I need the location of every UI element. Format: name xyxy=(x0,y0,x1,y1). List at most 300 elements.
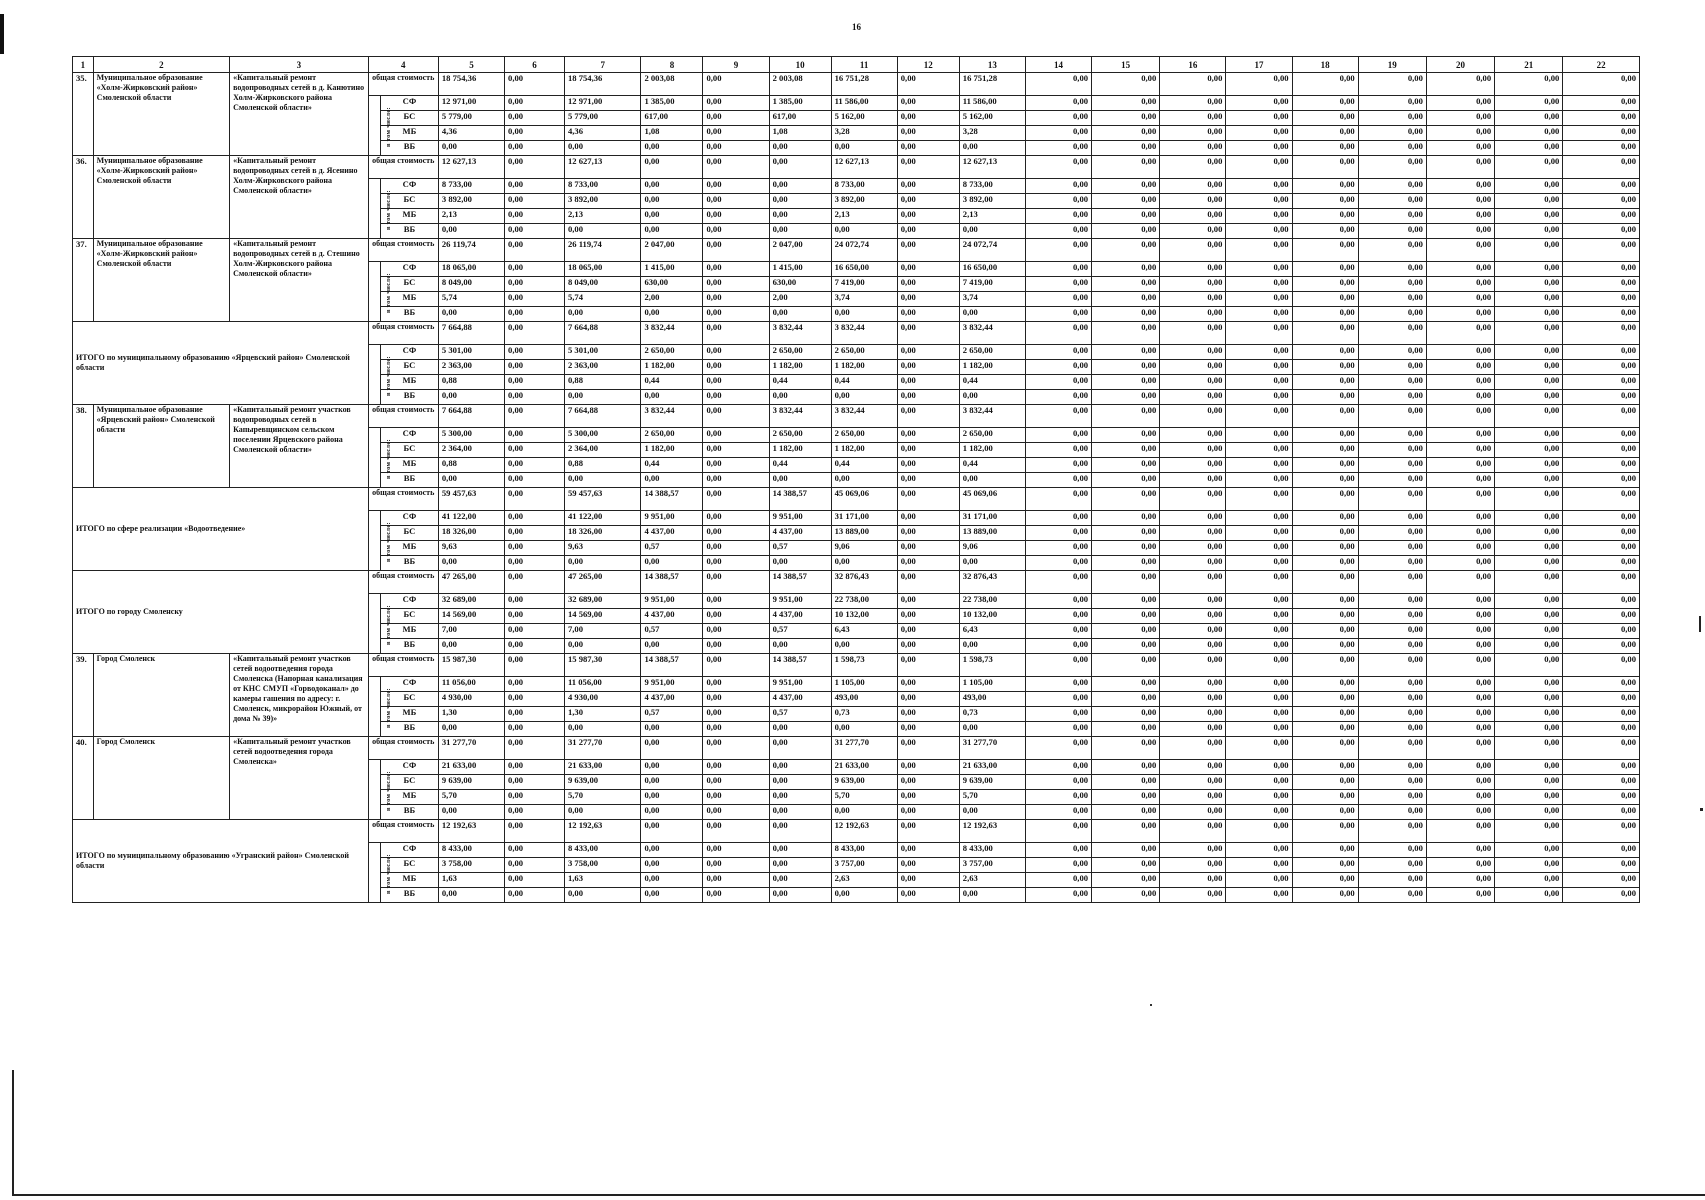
left-edge-mark xyxy=(0,14,4,54)
value-cell: 0,00 xyxy=(1292,428,1358,443)
value-cell: 2,13 xyxy=(959,209,1025,224)
value-cell: 0,00 xyxy=(1426,141,1494,156)
value-cell: 0,00 xyxy=(1358,126,1426,141)
funding-source-cell: МБ xyxy=(381,292,439,307)
value-cell: 0,00 xyxy=(703,722,769,737)
funding-source-cell: БС xyxy=(381,775,439,790)
value-cell: 0,88 xyxy=(438,458,504,473)
value-cell: 0,00 xyxy=(1426,292,1494,307)
value-cell: 7,00 xyxy=(564,624,640,639)
value-cell: 0,00 xyxy=(1426,96,1494,111)
value-cell: 0,00 xyxy=(1358,390,1426,405)
value-cell: 0,00 xyxy=(505,156,565,179)
value-cell: 1 598,73 xyxy=(959,654,1025,677)
value-cell: 0,00 xyxy=(1092,458,1160,473)
value-cell: 0,00 xyxy=(1495,677,1563,692)
value-cell: 0,00 xyxy=(1160,888,1226,903)
municipality-cell: Муниципальное образование «Ярцевский район» Смоленской области xyxy=(93,405,229,488)
value-cell: 0,00 xyxy=(1563,73,1640,96)
value-cell: 11 586,00 xyxy=(959,96,1025,111)
value-cell: 0,00 xyxy=(1358,805,1426,820)
value-cell: 0,00 xyxy=(1495,888,1563,903)
value-cell: 0,00 xyxy=(897,322,959,345)
value-cell: 0,00 xyxy=(505,473,565,488)
value-cell: 0,00 xyxy=(641,556,703,571)
value-cell: 2 650,00 xyxy=(831,428,897,443)
value-cell: 0,00 xyxy=(1358,677,1426,692)
value-cell: 0,00 xyxy=(1025,73,1091,96)
value-cell: 0,00 xyxy=(1226,73,1292,96)
value-cell: 0,00 xyxy=(1358,179,1426,194)
value-cell: 2,13 xyxy=(831,209,897,224)
value-cell: 0,00 xyxy=(641,775,703,790)
value-cell: 0,00 xyxy=(1226,126,1292,141)
value-cell: 0,00 xyxy=(1025,624,1091,639)
value-cell: 0,00 xyxy=(1160,277,1226,292)
value-cell: 0,00 xyxy=(1025,677,1091,692)
column-number-header: 19 xyxy=(1358,57,1426,73)
value-cell: 16 751,28 xyxy=(959,73,1025,96)
value-cell: 0,00 xyxy=(897,277,959,292)
value-cell: 0,00 xyxy=(897,571,959,594)
value-cell: 0,00 xyxy=(1292,805,1358,820)
value-cell: 0,00 xyxy=(438,639,504,654)
value-cell: 0,44 xyxy=(769,375,831,390)
value-cell: 1,63 xyxy=(564,873,640,888)
value-cell: 0,00 xyxy=(1426,556,1494,571)
value-cell: 0,00 xyxy=(1092,292,1160,307)
table-row xyxy=(73,654,1640,677)
project-cell: «Капитальный ремонт водопроводных сетей в д. Ясенино Холм-Жирковского района Смоленской области» xyxy=(230,156,369,239)
value-cell: 0,00 xyxy=(703,805,769,820)
value-cell: 0,00 xyxy=(1495,526,1563,541)
value-cell: 0,00 xyxy=(703,179,769,194)
municipality-cell: Город Смоленск xyxy=(93,654,229,737)
value-cell: 0,00 xyxy=(1495,790,1563,805)
value-cell: 0,00 xyxy=(959,805,1025,820)
value-cell: 0,00 xyxy=(1226,624,1292,639)
value-cell: 0,00 xyxy=(959,556,1025,571)
value-cell: 3 832,44 xyxy=(831,405,897,428)
value-cell: 0,00 xyxy=(505,692,565,707)
value-cell: 5,74 xyxy=(438,292,504,307)
municipality-cell: Муниципальное образование «Холм-Жирковский район» Смоленской области xyxy=(93,239,229,322)
value-cell: 0,00 xyxy=(1358,428,1426,443)
value-cell: 0,00 xyxy=(1495,820,1563,843)
value-cell: 0,00 xyxy=(1358,375,1426,390)
scan-speck xyxy=(1150,1004,1152,1006)
value-cell: 0,00 xyxy=(1495,760,1563,775)
funding-source-cell: СФ xyxy=(381,179,439,194)
value-cell: 0,00 xyxy=(703,96,769,111)
value-cell: 0,00 xyxy=(1025,194,1091,209)
value-cell: 11 056,00 xyxy=(564,677,640,692)
value-cell: 0,00 xyxy=(1025,126,1091,141)
value-cell: 22 738,00 xyxy=(959,594,1025,609)
value-cell: 0,00 xyxy=(1358,73,1426,96)
value-cell: 0,00 xyxy=(831,639,897,654)
value-cell: 0,00 xyxy=(1358,458,1426,473)
value-cell: 1,30 xyxy=(438,707,504,722)
in-total-label-text: в том числе: xyxy=(384,687,392,728)
value-cell: 0,00 xyxy=(1292,820,1358,843)
value-cell: 0,00 xyxy=(703,194,769,209)
value-cell: 0,00 xyxy=(703,322,769,345)
value-cell: 0,00 xyxy=(897,458,959,473)
value-cell: 3 832,44 xyxy=(959,405,1025,428)
value-cell: 2 364,00 xyxy=(564,443,640,458)
value-cell: 0,00 xyxy=(897,820,959,843)
value-cell: 12 627,13 xyxy=(831,156,897,179)
value-cell: 0,00 xyxy=(1092,126,1160,141)
funding-source-cell: БС xyxy=(381,111,439,126)
table-row xyxy=(73,239,1640,262)
value-cell: 0,00 xyxy=(505,126,565,141)
value-cell: 0,00 xyxy=(1092,571,1160,594)
value-cell: 0,00 xyxy=(703,775,769,790)
value-cell: 0,00 xyxy=(1426,443,1494,458)
value-cell: 0,00 xyxy=(564,639,640,654)
value-cell: 0,00 xyxy=(1426,843,1494,858)
value-cell: 12 192,63 xyxy=(959,820,1025,843)
value-cell: 0,00 xyxy=(1292,571,1358,594)
value-cell: 0,00 xyxy=(1092,526,1160,541)
value-cell: 0,57 xyxy=(769,707,831,722)
column-number-header: 16 xyxy=(1160,57,1226,73)
value-cell: 0,00 xyxy=(1495,707,1563,722)
value-cell: 0,00 xyxy=(641,307,703,322)
value-cell: 0,00 xyxy=(1226,722,1292,737)
value-cell: 0,00 xyxy=(1292,209,1358,224)
value-cell: 0,00 xyxy=(703,843,769,858)
value-cell: 0,00 xyxy=(1025,707,1091,722)
value-cell: 9 951,00 xyxy=(769,677,831,692)
value-cell: 0,00 xyxy=(1358,473,1426,488)
funding-source-cell: ВБ xyxy=(381,722,439,737)
value-cell: 3 757,00 xyxy=(959,858,1025,873)
value-cell: 0,00 xyxy=(1563,375,1640,390)
value-cell: 1 182,00 xyxy=(959,360,1025,375)
value-cell: 0,00 xyxy=(1563,224,1640,239)
value-cell: 7 664,88 xyxy=(438,322,504,345)
value-cell: 15 987,30 xyxy=(438,654,504,677)
value-cell: 1 182,00 xyxy=(641,360,703,375)
cost-type-cell: общая стоимость xyxy=(368,73,438,96)
funding-source-cell: МБ xyxy=(381,873,439,888)
value-cell: 0,00 xyxy=(1160,375,1226,390)
value-cell: 0,00 xyxy=(1495,541,1563,556)
value-cell: 0,00 xyxy=(897,722,959,737)
value-cell: 1 415,00 xyxy=(641,262,703,277)
value-cell: 5 162,00 xyxy=(959,111,1025,126)
value-cell: 0,00 xyxy=(1025,722,1091,737)
value-cell: 0,00 xyxy=(1226,179,1292,194)
value-cell: 0,00 xyxy=(1226,873,1292,888)
value-cell: 5,70 xyxy=(831,790,897,805)
value-cell: 0,00 xyxy=(1563,594,1640,609)
value-cell: 0,00 xyxy=(1495,624,1563,639)
value-cell: 0,00 xyxy=(505,141,565,156)
value-cell: 0,00 xyxy=(769,805,831,820)
value-cell: 0,00 xyxy=(1226,473,1292,488)
value-cell: 0,00 xyxy=(505,345,565,360)
value-cell: 0,00 xyxy=(1092,194,1160,209)
column-number-header: 7 xyxy=(564,57,640,73)
value-cell: 0,00 xyxy=(1025,775,1091,790)
value-cell: 0,00 xyxy=(703,820,769,843)
value-cell: 1 182,00 xyxy=(641,443,703,458)
value-cell: 14 388,57 xyxy=(769,654,831,677)
value-cell: 0,00 xyxy=(641,858,703,873)
value-cell: 0,00 xyxy=(505,262,565,277)
funding-source-cell: БС xyxy=(381,692,439,707)
value-cell: 0,00 xyxy=(1563,541,1640,556)
funding-source-cell: БС xyxy=(381,194,439,209)
value-cell: 0,00 xyxy=(1495,609,1563,624)
value-cell: 0,00 xyxy=(1226,111,1292,126)
value-cell: 31 277,70 xyxy=(438,737,504,760)
value-cell: 0,00 xyxy=(1092,511,1160,526)
value-cell: 0,00 xyxy=(564,888,640,903)
value-cell: 3,28 xyxy=(831,126,897,141)
value-cell: 0,00 xyxy=(641,209,703,224)
value-cell: 2 003,08 xyxy=(641,73,703,96)
value-cell: 31 277,70 xyxy=(959,737,1025,760)
value-cell: 0,00 xyxy=(1426,322,1494,345)
value-cell: 0,00 xyxy=(1358,692,1426,707)
value-cell: 5,74 xyxy=(564,292,640,307)
value-cell: 0,00 xyxy=(641,805,703,820)
value-cell: 5 300,00 xyxy=(564,428,640,443)
value-cell: 8 049,00 xyxy=(438,277,504,292)
value-cell: 8 733,00 xyxy=(564,179,640,194)
value-cell: 0,00 xyxy=(1358,360,1426,375)
in-total-vertical-label xyxy=(368,760,392,820)
value-cell: 0,00 xyxy=(897,345,959,360)
value-cell: 12 971,00 xyxy=(564,96,640,111)
funding-source-cell: СФ xyxy=(381,428,439,443)
in-total-label-text: в том числе: xyxy=(384,853,392,894)
value-cell: 0,00 xyxy=(831,473,897,488)
value-cell: 0,00 xyxy=(1426,194,1494,209)
value-cell: 0,00 xyxy=(505,375,565,390)
value-cell: 9 639,00 xyxy=(438,775,504,790)
value-cell: 2,63 xyxy=(959,873,1025,888)
value-cell: 12 192,63 xyxy=(438,820,504,843)
value-cell: 0,00 xyxy=(897,790,959,805)
value-cell: 0,00 xyxy=(703,262,769,277)
value-cell: 7 419,00 xyxy=(831,277,897,292)
value-cell: 0,00 xyxy=(703,443,769,458)
value-cell: 0,00 xyxy=(1292,639,1358,654)
value-cell: 0,00 xyxy=(703,624,769,639)
value-cell: 9,63 xyxy=(564,541,640,556)
value-cell: 0,57 xyxy=(641,624,703,639)
value-cell: 0,00 xyxy=(1226,443,1292,458)
value-cell: 0,44 xyxy=(769,458,831,473)
value-cell: 0,00 xyxy=(1495,654,1563,677)
value-cell: 24 072,74 xyxy=(959,239,1025,262)
value-cell: 0,88 xyxy=(564,458,640,473)
value-cell: 0,00 xyxy=(1292,375,1358,390)
value-cell: 0,00 xyxy=(1292,722,1358,737)
value-cell: 0,00 xyxy=(1226,390,1292,405)
value-cell: 0,00 xyxy=(1495,473,1563,488)
value-cell: 0,00 xyxy=(1092,390,1160,405)
column-number-header: 21 xyxy=(1495,57,1563,73)
value-cell: 0,00 xyxy=(505,722,565,737)
value-cell: 3 832,44 xyxy=(831,322,897,345)
value-cell: 0,00 xyxy=(703,292,769,307)
value-cell: 5 300,00 xyxy=(438,428,504,443)
value-cell: 0,00 xyxy=(703,307,769,322)
value-cell: 0,00 xyxy=(505,805,565,820)
value-cell: 0,00 xyxy=(1426,73,1494,96)
value-cell: 0,00 xyxy=(564,307,640,322)
value-cell: 0,00 xyxy=(1563,775,1640,790)
value-cell: 0,00 xyxy=(1426,760,1494,775)
value-cell: 0,00 xyxy=(1092,209,1160,224)
value-cell: 617,00 xyxy=(769,111,831,126)
value-cell: 32 689,00 xyxy=(438,594,504,609)
value-cell: 0,00 xyxy=(1426,722,1494,737)
value-cell: 0,00 xyxy=(1092,443,1160,458)
column-number-header: 3 xyxy=(230,57,369,73)
in-total-label-text: в том числе: xyxy=(384,272,392,313)
value-cell: 493,00 xyxy=(831,692,897,707)
value-cell: 0,00 xyxy=(897,737,959,760)
funding-source-cell: МБ xyxy=(381,458,439,473)
value-cell: 0,00 xyxy=(1563,737,1640,760)
column-number-header: 4 xyxy=(368,57,438,73)
value-cell: 0,00 xyxy=(1160,73,1226,96)
value-cell: 0,00 xyxy=(703,692,769,707)
value-cell: 0,00 xyxy=(1160,179,1226,194)
value-cell: 0,00 xyxy=(1025,458,1091,473)
value-cell: 0,00 xyxy=(1226,458,1292,473)
value-cell: 0,00 xyxy=(1292,737,1358,760)
value-cell: 0,00 xyxy=(897,511,959,526)
value-cell: 2 650,00 xyxy=(641,428,703,443)
funding-source-cell: БС xyxy=(381,609,439,624)
value-cell: 3 892,00 xyxy=(564,194,640,209)
frame-rule-bottom xyxy=(12,1194,1705,1196)
value-cell: 0,00 xyxy=(1226,345,1292,360)
value-cell: 5,70 xyxy=(959,790,1025,805)
in-total-vertical-label xyxy=(368,96,392,156)
value-cell: 4 437,00 xyxy=(641,526,703,541)
value-cell: 0,00 xyxy=(1226,488,1292,511)
value-cell: 0,00 xyxy=(769,556,831,571)
subtotal-label: ИТОГО по сфере реализации «Водоотведение» xyxy=(73,488,369,571)
value-cell: 0,00 xyxy=(1426,737,1494,760)
value-cell: 14 388,57 xyxy=(769,571,831,594)
value-cell: 0,00 xyxy=(1563,760,1640,775)
value-cell: 0,00 xyxy=(1160,790,1226,805)
value-cell: 0,00 xyxy=(1292,458,1358,473)
value-cell: 21 633,00 xyxy=(831,760,897,775)
value-cell: 1 598,73 xyxy=(831,654,897,677)
value-cell: 47 265,00 xyxy=(438,571,504,594)
value-cell: 0,00 xyxy=(703,511,769,526)
value-cell: 0,00 xyxy=(505,858,565,873)
value-cell: 0,00 xyxy=(1092,722,1160,737)
value-cell: 0,00 xyxy=(1292,126,1358,141)
value-cell: 0,00 xyxy=(897,428,959,443)
value-cell: 5,70 xyxy=(438,790,504,805)
value-cell: 7 664,88 xyxy=(564,322,640,345)
value-cell: 0,00 xyxy=(703,556,769,571)
in-total-label-text: в том числе: xyxy=(384,521,392,562)
column-number-header: 1 xyxy=(73,57,94,73)
value-cell: 16 751,28 xyxy=(831,73,897,96)
value-cell: 0,00 xyxy=(769,858,831,873)
value-cell: 0,00 xyxy=(641,722,703,737)
value-cell: 0,00 xyxy=(1426,511,1494,526)
value-cell: 0,00 xyxy=(1358,873,1426,888)
value-cell: 0,00 xyxy=(1160,126,1226,141)
in-total-label-text: в том числе: xyxy=(384,355,392,396)
value-cell: 0,00 xyxy=(1226,239,1292,262)
value-cell: 0,00 xyxy=(1495,126,1563,141)
value-cell: 0,00 xyxy=(1426,111,1494,126)
funding-source-cell: МБ xyxy=(381,790,439,805)
value-cell: 0,00 xyxy=(1358,443,1426,458)
value-cell: 0,00 xyxy=(897,473,959,488)
value-cell: 12 627,13 xyxy=(564,156,640,179)
value-cell: 18 326,00 xyxy=(438,526,504,541)
value-cell: 0,00 xyxy=(641,760,703,775)
value-cell: 0,00 xyxy=(1160,692,1226,707)
value-cell: 0,00 xyxy=(1226,541,1292,556)
value-cell: 0,00 xyxy=(1226,609,1292,624)
in-total-vertical-label xyxy=(368,594,392,654)
value-cell: 0,00 xyxy=(831,556,897,571)
value-cell: 0,00 xyxy=(641,156,703,179)
value-cell: 0,00 xyxy=(1292,609,1358,624)
value-cell: 0,00 xyxy=(1092,96,1160,111)
value-cell: 0,44 xyxy=(959,458,1025,473)
value-cell: 0,00 xyxy=(1292,511,1358,526)
value-cell: 0,00 xyxy=(703,428,769,443)
value-cell: 0,00 xyxy=(1160,156,1226,179)
value-cell: 8 433,00 xyxy=(831,843,897,858)
value-cell: 8 049,00 xyxy=(564,277,640,292)
funding-source-cell: МБ xyxy=(381,126,439,141)
value-cell: 0,00 xyxy=(505,96,565,111)
value-cell: 8 433,00 xyxy=(564,843,640,858)
funding-source-cell: МБ xyxy=(381,375,439,390)
value-cell: 0,00 xyxy=(703,654,769,677)
value-cell: 10 132,00 xyxy=(831,609,897,624)
value-cell: 1 182,00 xyxy=(769,360,831,375)
in-total-label-text: в том числе: xyxy=(384,189,392,230)
value-cell: 0,00 xyxy=(1092,277,1160,292)
value-cell: 8 733,00 xyxy=(438,179,504,194)
value-cell: 7,00 xyxy=(438,624,504,639)
value-cell: 0,00 xyxy=(1025,541,1091,556)
in-total-label-text: в том числе: xyxy=(384,604,392,645)
value-cell: 0,00 xyxy=(505,571,565,594)
value-cell: 0,00 xyxy=(1495,194,1563,209)
cost-type-cell: общая стоимость xyxy=(368,820,438,843)
column-number-header: 22 xyxy=(1563,57,1640,73)
value-cell: 0,00 xyxy=(438,722,504,737)
value-cell: 0,00 xyxy=(1563,624,1640,639)
value-cell: 0,00 xyxy=(1495,594,1563,609)
value-cell: 0,00 xyxy=(1292,73,1358,96)
value-cell: 0,00 xyxy=(1292,224,1358,239)
